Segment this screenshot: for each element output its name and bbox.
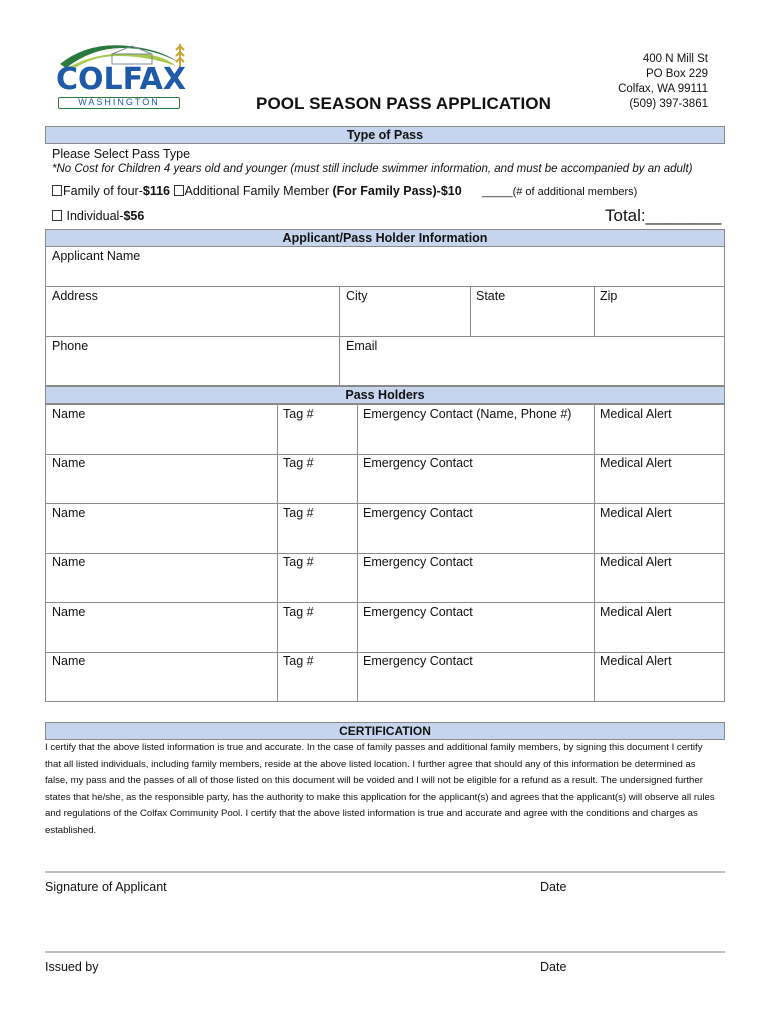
zip-label: Zip: [600, 289, 618, 303]
address-line: PO Box 229: [645, 68, 708, 80]
address-label: Address: [52, 289, 98, 303]
contact-cell: Emergency Contact: [363, 605, 473, 619]
name-cell: Name: [52, 506, 86, 520]
city-label: City: [346, 289, 368, 303]
family-label: Family of four-: [63, 184, 143, 198]
name-cell: Name: [52, 654, 86, 668]
contact-cell: Emergency Contact: [363, 654, 473, 668]
total-field[interactable]: Total:________: [605, 206, 722, 225]
children-note: *No Cost for Children 4 years old and younger (must still include swimmer information, and must be accompanied by an adult): [52, 163, 693, 175]
individual-option-line: [52, 209, 144, 223]
select-pass-prompt: Please Select Pass Type: [52, 147, 191, 161]
medical-cell: Medical Alert: [600, 654, 672, 668]
tag-cell: Tag #: [283, 555, 314, 569]
page-title: POOL SEASON PASS APPLICATION: [256, 94, 551, 113]
signature-applicant-label: Signature of Applicant: [45, 880, 167, 894]
logo-wordmark: COLFAX: [56, 62, 187, 97]
medical-cell: Medical Alert: [600, 407, 672, 421]
name-cell: Name: [52, 407, 86, 421]
applicant-name-label: Applicant Name: [52, 249, 141, 263]
state-label: State: [476, 289, 506, 303]
section-header-applicant: Applicant/Pass Holder Information: [45, 229, 725, 247]
medical-cell: Medical Alert: [600, 456, 672, 470]
contact-cell: Emergency Contact (Name, Phone #): [363, 407, 572, 421]
name-cell: Name: [52, 605, 86, 619]
issued-by-label: Issued by: [45, 960, 99, 974]
additional-price: (For Family Pass)-$10: [332, 184, 462, 198]
contact-cell: Emergency Contact: [363, 456, 473, 470]
name-cell: Name: [52, 456, 86, 470]
section-header-certification: CERTIFICATION: [45, 722, 725, 740]
name-cell: Name: [52, 555, 86, 569]
medical-cell: Medical Alert: [600, 605, 672, 619]
certification-text: I certify that the above listed information is true and accurate. In the case of family passes and additional family members, by signing this document I certify that all listed individuals, including family members, reside at the above listed location. I further agree that should any of this information be determined as false, my pass and the passes of all of those listed on this document will be voided and I will not be eligible for a refund as a result. The undersigned further states that he/she, as the responsible party, has the authority to make this application for the applicant(s) and agrees that the applicant(s) will observe all rules and regulations of the Colfax Community Pool. I certify that the above listed information is true and accurate and agree with the conditions and charges as established.: [45, 742, 715, 836]
section-header-pass-type: Type of Pass: [45, 126, 725, 144]
family-option-line: [52, 184, 462, 198]
individual-checkbox[interactable]: [52, 210, 62, 221]
signature-line: [45, 871, 725, 873]
email-label: Email: [346, 339, 378, 353]
issued-date-label: Date: [540, 960, 567, 974]
tag-cell: Tag #: [283, 506, 314, 520]
office-address: [618, 52, 708, 112]
additional-count-field[interactable]: _____(# of additional members): [482, 186, 638, 198]
family-checkbox[interactable]: [52, 185, 62, 196]
tag-cell: Tag #: [283, 407, 314, 421]
section-header-pass-holders: Pass Holders: [45, 386, 725, 404]
medical-cell: Medical Alert: [600, 555, 672, 569]
colfax-logo: [52, 34, 190, 114]
individual-label: Individual-: [66, 209, 124, 223]
contact-cell: Emergency Contact: [363, 555, 473, 569]
additional-checkbox[interactable]: [174, 185, 184, 196]
tag-cell: Tag #: [283, 456, 314, 470]
issued-line: [45, 951, 725, 953]
tag-cell: Tag #: [283, 654, 314, 668]
contact-cell: Emergency Contact: [363, 506, 473, 520]
signature-date-label: Date: [540, 880, 567, 894]
address-line: 400 N Mill St: [642, 53, 708, 65]
phone-label: Phone: [52, 339, 89, 353]
address-line: (509) 397-3861: [629, 98, 708, 110]
additional-label: Additional Family Member: [184, 184, 333, 198]
medical-cell: Medical Alert: [600, 506, 672, 520]
applicant-box: [45, 246, 725, 386]
individual-price: $56: [123, 209, 145, 223]
tag-cell: Tag #: [283, 605, 314, 619]
address-line: Colfax, WA 99111: [618, 83, 708, 95]
logo-state: WASHINGTON: [58, 97, 180, 109]
family-price: $116: [142, 184, 171, 198]
